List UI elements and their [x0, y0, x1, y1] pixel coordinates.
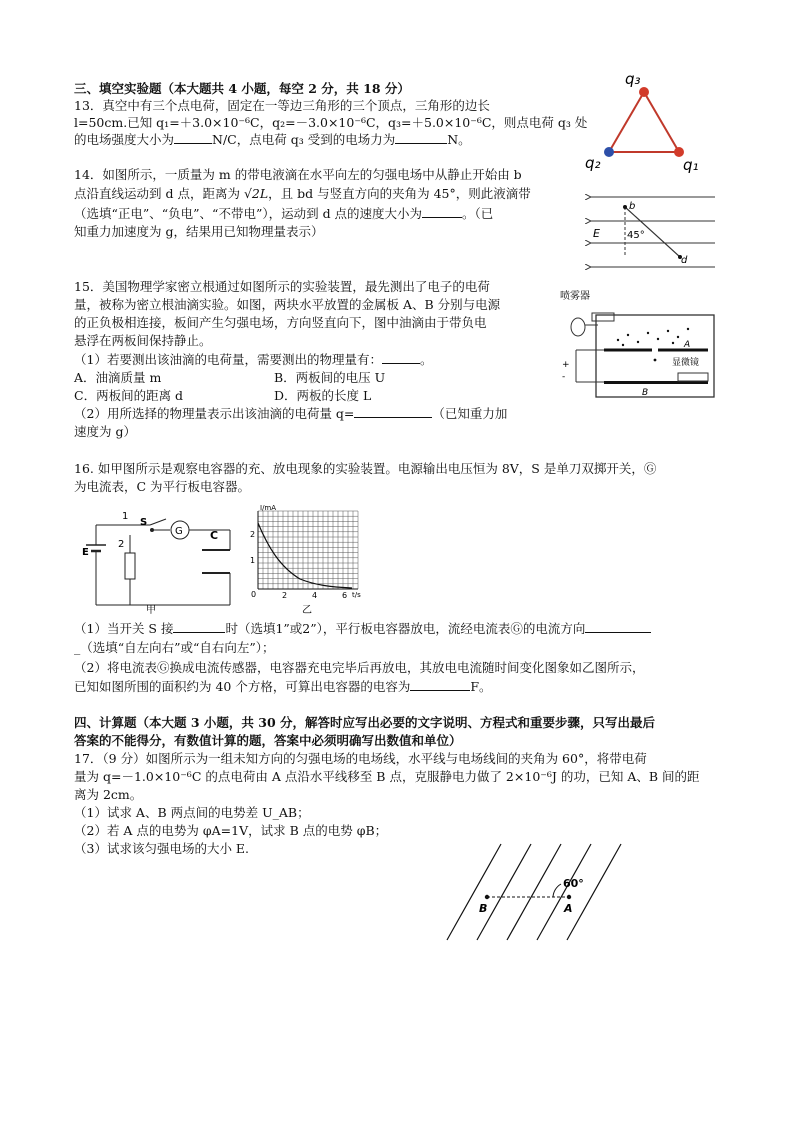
q15-line4: 悬浮在两板间保持静止。: [74, 333, 212, 348]
q16-part2b: [74, 678, 492, 695]
q16-part2: （2）将电流表Ⓖ换成电流传感器，电容器充电完毕后再放电，其放电电流随时间变化图象如乙图所示，: [74, 660, 645, 675]
graph-x0: 0: [251, 590, 257, 599]
q16-line1: 16. 如甲图所示是观察电容器的充、放电现象的实验装置。电源输出电压恒为 8V，S 是单刀双掷开关，Ⓖ: [74, 461, 657, 476]
microscope-label: 显微镜: [672, 358, 700, 368]
q15-p2b: （已知重力加: [432, 406, 508, 421]
q15-optB: B．两板间的电压 U: [274, 370, 386, 385]
q17-line1: 17．（9 分）如图所示为一组未知方向的匀强电场的电场线，水平线与电场线间的夹角为 60°，将带电荷: [74, 751, 647, 766]
triangle-figure: [585, 70, 715, 175]
b-label: b: [629, 201, 636, 212]
q15-p1b: 。: [419, 352, 433, 367]
q14-l2a: 点沿直线运动到 d 点，距离为: [74, 186, 244, 201]
point-A-label: A: [564, 902, 573, 915]
q14-l3b: 。（已: [462, 206, 494, 221]
q15-optC: C．两板间的距离 d: [74, 388, 184, 403]
q14-l2c: ，且 bd 与竖直方向的夹角为 45°，则此液滴带: [268, 186, 531, 201]
G-label: G: [175, 526, 183, 537]
plus-label: +: [562, 360, 570, 370]
discharge-graph: [240, 503, 370, 615]
graph-caption: 乙: [302, 605, 312, 615]
q16-part1: [74, 620, 651, 637]
q15-line1: 15．美国物理学家密立根通过如图所示的实验装置，最先测出了电子的电荷: [74, 279, 490, 294]
q16-p1a: （1）当开关 S 接: [74, 621, 174, 636]
graph-ylabel: I/mA: [260, 504, 277, 512]
q16-line2: 为电流表，C 为平行板电容器。: [74, 479, 251, 494]
d-label: d: [681, 255, 688, 266]
q17-line3: 离为 2cm。: [74, 787, 143, 802]
sprayer-label: 喷雾器: [560, 291, 590, 302]
q14-line2: [74, 185, 531, 202]
graph-y1: 1: [250, 556, 256, 565]
C-label: C: [210, 529, 219, 542]
q14-sqrt: √2L: [243, 186, 269, 201]
q15-optA: A．油滴质量 m: [74, 370, 162, 385]
q15-line3: 的正负极相连接，板间产生匀强电场，方向竖直向下，图中油滴由于带负电: [74, 315, 487, 330]
millikan-figure: [558, 285, 718, 405]
section3-title: 三、填空实验题（本大题共 4 小题，每空 2 分，共 18 分）: [74, 81, 410, 96]
switch-pos1: 1: [122, 511, 129, 522]
circuit-caption: 甲: [146, 605, 156, 615]
q17-part3: （3）试求该匀强电场的大小 E.: [74, 841, 250, 856]
E-label: E: [593, 227, 600, 240]
q13-line1: 13．真空中有三个点电荷，固定在一等边三角形的三个顶点，三角形的边长: [74, 98, 490, 113]
circuit-figure: [80, 505, 250, 615]
q13-l3a: 的电场强度大小为: [74, 132, 175, 147]
switch-pos2: 2: [118, 539, 125, 550]
q13-l3c: N。: [447, 132, 471, 147]
q15-line2: 量，被称为密立根油滴实验。如图，两块水平放置的金属板 A、B 分别与电源: [74, 297, 501, 312]
q16-blank3[interactable]: [410, 678, 470, 691]
q3-charge: [639, 87, 649, 97]
q16-p2c: F。: [470, 679, 492, 694]
graph-x4: 4: [312, 591, 318, 600]
q3-label: q₃: [625, 70, 641, 88]
S-label: S: [140, 517, 148, 528]
q1-label: q₁: [683, 156, 699, 174]
q14-line1: 14．如图所示，一质量为 m 的带电液滴在水平向左的匀强电场中从静止开始由 b: [74, 167, 522, 182]
q16-blank1[interactable]: [173, 620, 225, 633]
section4-line1: 四、计算题（本大题 3 小题，共 30 分，解答时应写出必要的文字说明、方程式和重要步骤，只写出最后: [74, 715, 656, 730]
minus-label: -: [562, 372, 566, 382]
q15-part2: [74, 405, 507, 422]
q2-charge: [604, 147, 614, 157]
q15-part1: [74, 351, 432, 368]
q15-p2a: （2）用所选择的物理量表示出该油滴的电荷量 q=: [74, 406, 355, 421]
q2-label: q₂: [585, 154, 601, 172]
section4-line2: 答案的不能得分，有数值计算的题，答案中必须明确写出数值和单位）: [74, 733, 462, 748]
graph-x6: 6: [342, 591, 348, 600]
q16-p2b: 已知如图所围的面积约为 40 个方格，可算出电容器的电容为: [74, 679, 411, 694]
field14-figure: [585, 185, 720, 275]
q16-p1b: 时（选填1”或2”），平行板电容器放电，流经电流表Ⓖ的电流方向: [225, 621, 586, 636]
q13-blank1[interactable]: [174, 131, 212, 144]
q14-blank[interactable]: [422, 205, 462, 218]
q17-part2: （2）若 A 点的电势为 φA=1V，试求 B 点的电势 φB；: [74, 823, 388, 838]
microscope-icon: [678, 373, 708, 381]
q13-line2: l=50cm.已知 q₁=＋3.0×10⁻⁶C，q₂=－3.0×10⁻⁶C，q₃=＋5.0×10⁻⁶C，则点电荷 q₃ 处: [74, 115, 588, 130]
q14-l3a: （选填“正电”、“负电”、“不带电”），运动到 d 点的速度大小为: [74, 206, 423, 221]
point-B-label: B: [479, 902, 488, 915]
q15-part2c: 速度为 g）: [74, 424, 136, 439]
q15-blank1[interactable]: [382, 351, 420, 364]
angle45-label: 45°: [627, 230, 645, 241]
q17-line2: 量为 q=－1.0×10⁻⁶C 的点电荷由 A 点沿水平线移至 B 点，克服静电力做了 2×10⁻⁶J 的功，已知 A、B 间的距: [74, 769, 700, 784]
graph-x2: 2: [282, 591, 288, 600]
q13-blank2[interactable]: [395, 131, 447, 144]
q13-l3b: N/C，点电荷 q₃ 受到的电场力为: [212, 132, 396, 147]
q15-p1a: （1）若要测出该油滴的电荷量，需要测出的物理量有：: [74, 352, 382, 367]
graph-xlabel: t/s: [352, 591, 361, 599]
angle60-label: 60°: [563, 877, 584, 890]
q14-line3: [74, 205, 493, 222]
q13-line3: [74, 131, 471, 148]
q15-optD: D．两板的长度 L: [274, 388, 372, 403]
E-source-label: E: [82, 547, 89, 558]
q15-blank2[interactable]: [354, 405, 432, 418]
q17-part1: （1）试求 A、B 两点间的电势差 U_AB；: [74, 805, 310, 820]
q14-line4: 知重力加速度为 g，结果用已知物理量表示）: [74, 224, 324, 239]
plate-A-label: A: [684, 340, 691, 350]
plate-B-label: B: [642, 388, 649, 398]
field17-figure: [445, 840, 625, 945]
graph-y2: 2: [250, 530, 256, 539]
q16-part1c: _（选填“自左向右”或“自右向左”）；: [74, 640, 275, 655]
q16-blank2[interactable]: [585, 620, 651, 633]
